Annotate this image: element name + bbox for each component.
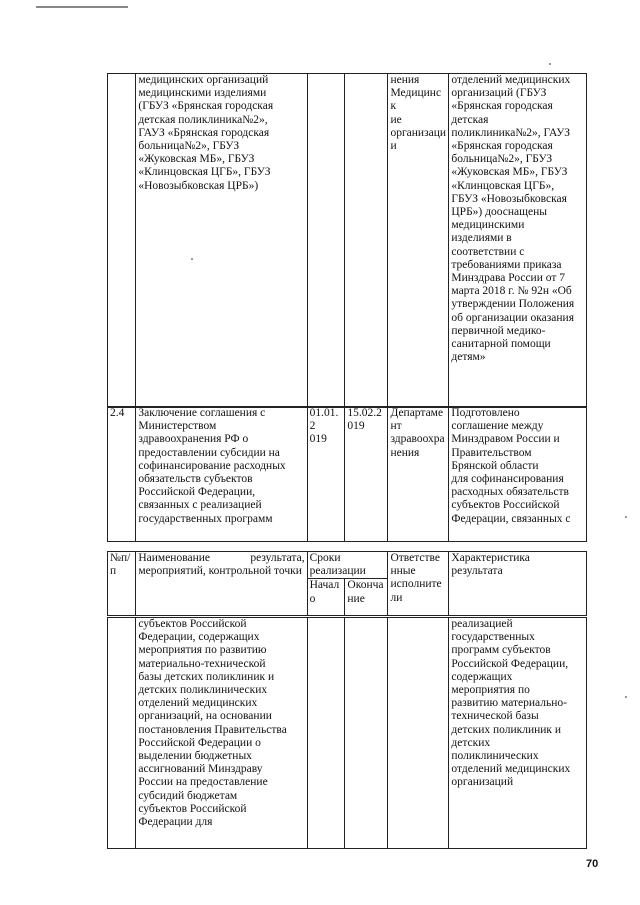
scan-speck xyxy=(625,516,627,518)
header-end: Оконча ние xyxy=(345,579,388,616)
header-terms: Сроки реализации xyxy=(307,552,388,579)
cell-responsible: Департаме нт здравоохра нения xyxy=(388,407,449,542)
continuation-table-2 xyxy=(107,617,587,849)
cell-name: медицинских организаций медицинскими изделиями (ГБУЗ «Брянская городская детская поликлиника№2», ГАУЗ «Брянская городская больница№2», ГБУЗ «Жуковская МБ», ГБУЗ «Клинцовская ЦГБ», ГБУЗ «Новозыбковская ЦРБ») xyxy=(136,74,307,408)
row-2-4-table xyxy=(107,406,587,542)
table-row xyxy=(108,74,587,408)
cell-result: отделений медицинских организаций (ГБУЗ «Брянская городская детская поликлиника№2», ГАУЗ «Брянская городская больница№2», ГБУЗ «Жуковская МБ», ГБУЗ «Клинцовская ЦГБ», ГБУЗ «Новозыбковская ЦРБ») дооснащены медицинскими изделиями в соответствии с требованиями приказа Минздрава России от 7 марта 2018 г. № 92н «Об утверждении Положения об организации оказания первичной медико- санитарной помощи детям» xyxy=(449,74,587,408)
cell-number xyxy=(108,618,136,849)
table-row xyxy=(108,407,587,542)
cell-responsible xyxy=(388,618,449,849)
cell-end xyxy=(345,618,388,849)
table-header xyxy=(107,551,587,616)
header-start: Начало xyxy=(307,579,345,616)
header-number: №п/п xyxy=(108,552,136,616)
header-responsible: Ответстве нные исполните ли xyxy=(388,552,449,616)
cell-name: субъектов Российской Федерации, содержащих мероприятия по развитию материально-технической базы детских поликлиник и детских поликлинических отделений медицинских организаций, на основании постановления Правительства Российской Федерации о выделении бюджетных ассигнований Минздраву России на предоставление субсидий бюджетам субъектов Российской Федерации для xyxy=(136,618,307,849)
cell-responsible: нения Медицинск ие организаци и xyxy=(388,74,449,408)
scan-speck xyxy=(549,63,551,65)
cell-start: 01.01.2 019 xyxy=(307,407,345,542)
cell-end: 15.02.2 019 xyxy=(345,407,388,542)
cell-start xyxy=(307,74,345,408)
scan-speck xyxy=(625,696,627,698)
header-name: Наименование результата, мероприятий, контрольной точки xyxy=(136,552,307,616)
scan-speck xyxy=(191,258,193,260)
table-row xyxy=(108,618,587,849)
continuation-table xyxy=(107,73,587,408)
scan-artifact-line xyxy=(36,6,128,8)
header-result: Характеристика результата xyxy=(449,552,587,616)
cell-name: Заключение соглашения с Министерством здравоохранения РФ о предоставлении субсидии на софинансирование расходных обязательств субъектов Российской Федерации, связанных с реализацией государственных программ xyxy=(136,407,307,542)
header-row xyxy=(108,552,587,579)
cell-result: Подготовлено соглашение между Минздравом России и Правительством Брянской области для софинансирования расходных обязательств субъектов Российской Федерации, связанных с xyxy=(449,407,587,542)
cell-number: 2.4 xyxy=(108,407,136,542)
cell-end xyxy=(345,74,388,408)
cell-result: реализацией государственных программ субъектов Российской Федерации, содержащих мероприятия по развитию материально- технической базы детских поликлиник и детских поликлинических отделений медицинских организаций xyxy=(449,618,587,849)
cell-start xyxy=(307,618,345,849)
page-number: 70 xyxy=(586,858,599,870)
cell-number xyxy=(108,74,136,408)
